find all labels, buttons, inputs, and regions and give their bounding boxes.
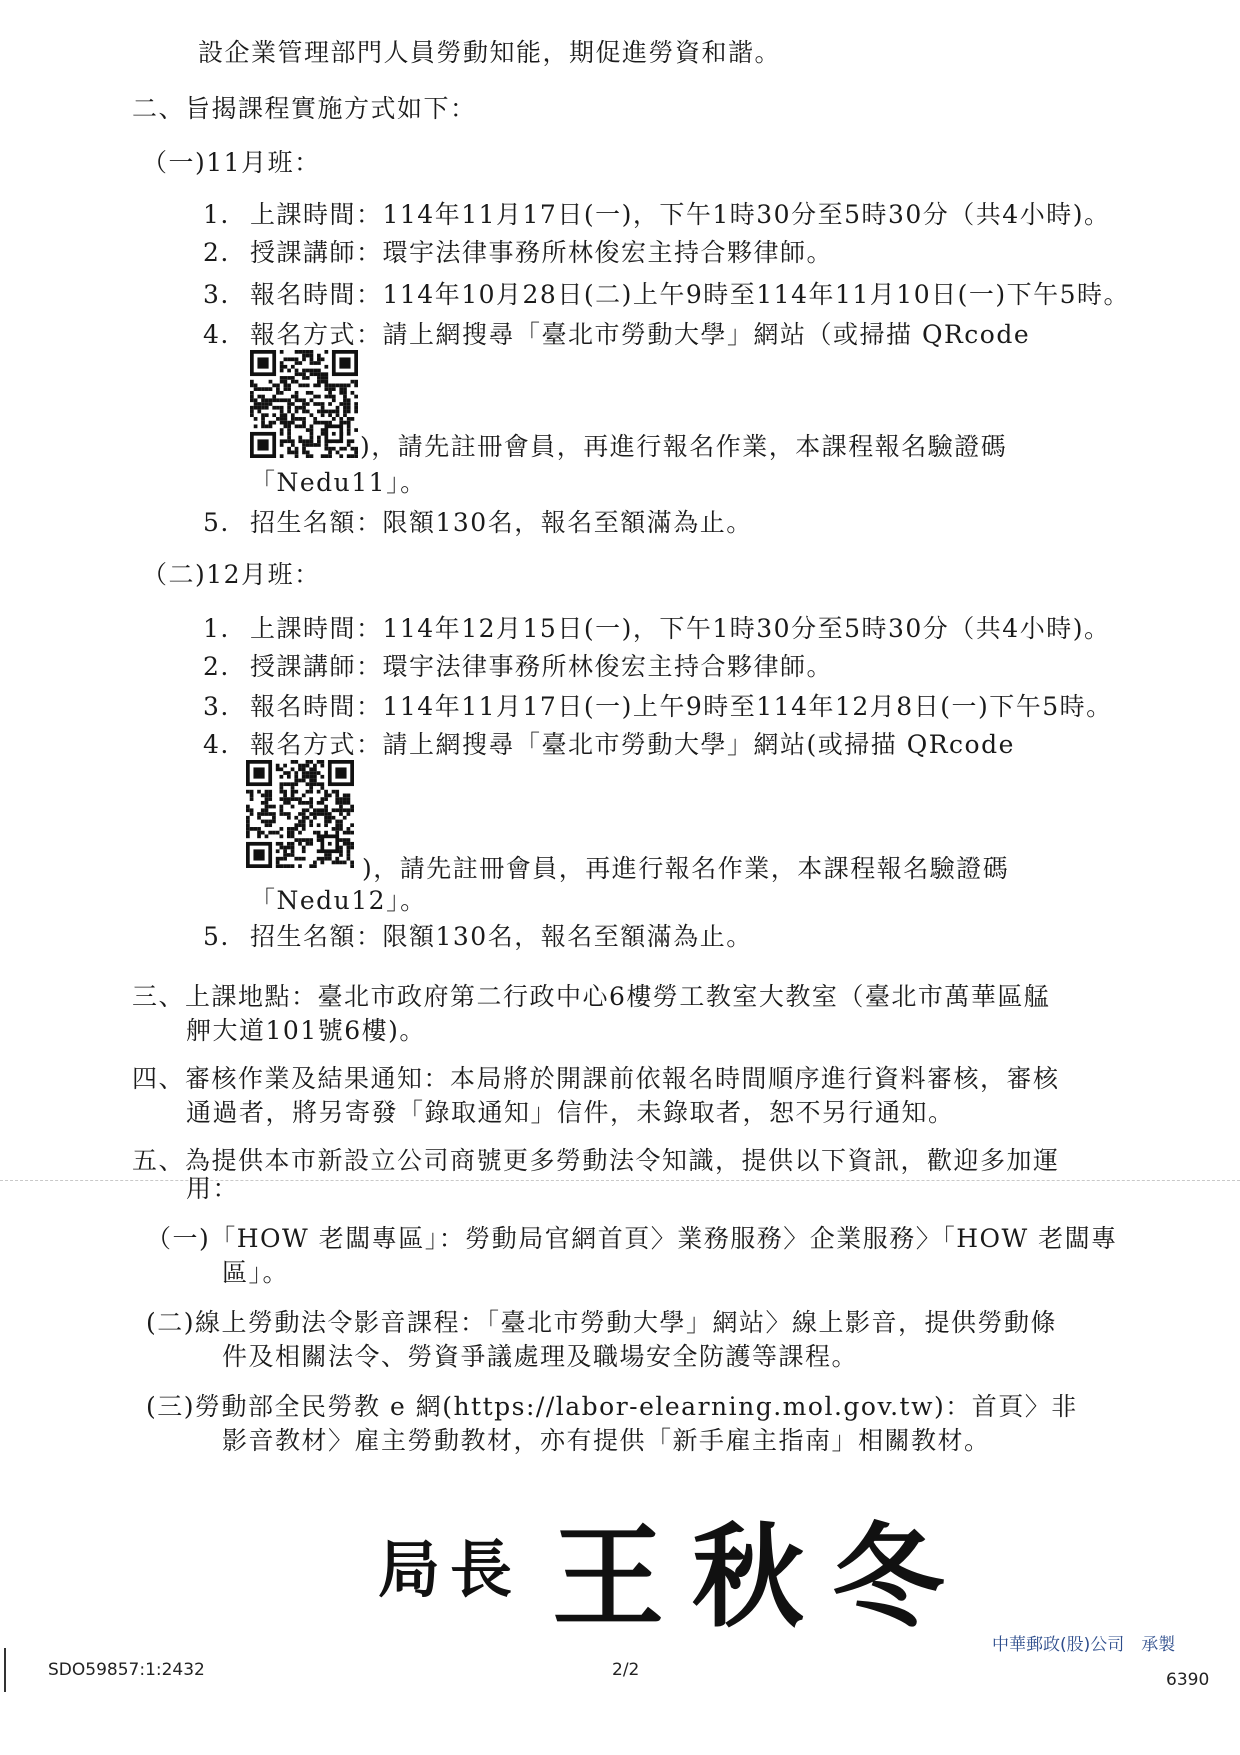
signature-title: 局長	[378, 1533, 523, 1606]
signature-name: 王秋冬	[552, 1512, 972, 1643]
class1-item-5-text: 招生名額：限額130名，報名至額滿為止。	[250, 508, 753, 537]
section-4-line-2: 通過者，將另寄發「錄取通知」信件，未錄取者，恕不另行通知。	[186, 1098, 955, 1127]
qr-code-icon[interactable]	[250, 350, 358, 458]
section-4-line-1: 四、審核作業及結果通知：本局將於開課前依報名時間順序進行資料審核，審核	[132, 1064, 1060, 1093]
class2-item-1-text: 上課時間：114年12月15日(一)，下午1時30分至5時30分（共4小時)。	[250, 614, 1111, 643]
postal-code: 6390	[1166, 1670, 1210, 1690]
class2-item-4-text: 報名方式：請上網搜尋「臺北市勞動大學」網站(或掃描 QRcode	[250, 730, 1015, 759]
section-3-line-2: 舺大道101號6樓)。	[186, 1016, 426, 1045]
class1-item-4-num: 4.	[203, 320, 230, 349]
section-5-line-1: 五、為提供本市新設立公司商號更多勞動法令知識，提供以下資訊，歡迎多加運	[132, 1146, 1060, 1175]
class1-item-4-text: 報名方式：請上網搜尋「臺北市勞動大學」網站（或掃描 QRcode	[250, 320, 1031, 349]
class2-item-4-cont: )，請先註冊會員，再進行報名作業，本課程報名驗證碼	[362, 854, 1010, 883]
class1-item-1-num: 1.	[203, 200, 230, 229]
class2-item-1-num: 1.	[203, 614, 230, 643]
class1-item-3-num: 3.	[203, 280, 230, 309]
class1-item-4-cont: )，請先註冊會員，再進行報名作業，本課程報名驗證碼	[360, 432, 1008, 461]
class1-item-2-num: 2.	[203, 238, 230, 267]
section-5-line-2: 用：	[186, 1174, 240, 1203]
section-5-sub-2-line-1: (二)線上勞動法令影音課程：「臺北市勞動大學」網站〉線上影音，提供勞動條	[146, 1308, 1058, 1337]
section-5-sub-1-line-2: 區」。	[222, 1258, 290, 1287]
class1-item-1-text: 上課時間：114年11月17日(一)，下午1時30分至5時30分（共4小時)。	[250, 200, 1111, 229]
class2-item-4-num: 4.	[203, 730, 230, 759]
class1-item-2-text: 授課講師：環宇法律事務所林俊宏主持合夥律師。	[250, 238, 834, 267]
section-5-sub-3-line-2: 影音教材〉雇主勞動教材，亦有提供「新手雇主指南」相關教材。	[222, 1426, 991, 1455]
class1-item-5-num: 5.	[203, 508, 230, 537]
section-5-sub-2-line-2: 件及相關法令、勞資爭議處理及職場安全防護等課程。	[222, 1342, 859, 1371]
class1-heading: （一)11月班：	[142, 148, 321, 177]
page-number: 2/2	[612, 1660, 640, 1680]
class2-item-3-num: 3.	[203, 692, 230, 721]
doc-code: SDO59857:1:2432	[48, 1660, 205, 1680]
postal-credit: 中華郵政(股)公司 承製	[992, 1635, 1176, 1655]
class2-item-5-num: 5.	[203, 922, 230, 951]
class2-heading: （二)12月班：	[142, 560, 321, 589]
section-3-line-1: 三、上課地點：臺北市政府第二行政中心6樓勞工教室大教室（臺北市萬華區艋	[132, 982, 1051, 1011]
section-5-sub-1-line-1: （一)「HOW 老闆專區」：勞動局官網首頁〉業務服務〉企業服務〉「HOW 老闆專	[146, 1224, 1118, 1253]
class2-item-3-text: 報名時間：114年11月17日(一)上午9時至114年12月8日(一)下午5時。	[250, 692, 1113, 721]
qr-code-icon[interactable]	[246, 760, 354, 868]
class2-item-2-num: 2.	[203, 652, 230, 681]
class1-item-3-text: 報名時間：114年10月28日(二)上午9時至114年11月10日(一)下午5時。	[250, 280, 1131, 309]
section-5-sub-3-line-1: (三)勞動部全民勞教 e 網(https://labor-elearning.mol.gov.tw)：首頁〉非	[146, 1392, 1078, 1421]
class2-item-2-text: 授課講師：環宇法律事務所林俊宏主持合夥律師。	[250, 652, 834, 681]
class2-verification-code: 「Nedu12」。	[250, 886, 427, 915]
page-edge-mark	[4, 1648, 6, 1692]
class1-verification-code: 「Nedu11」。	[250, 468, 427, 497]
class2-item-5-text: 招生名額：限額130名，報名至額滿為止。	[250, 922, 753, 951]
section-2-heading: 二、旨揭課程實施方式如下：	[132, 94, 477, 123]
intro-line: 設企業管理部門人員勞動知能，期促進勞資和諧。	[198, 38, 782, 67]
